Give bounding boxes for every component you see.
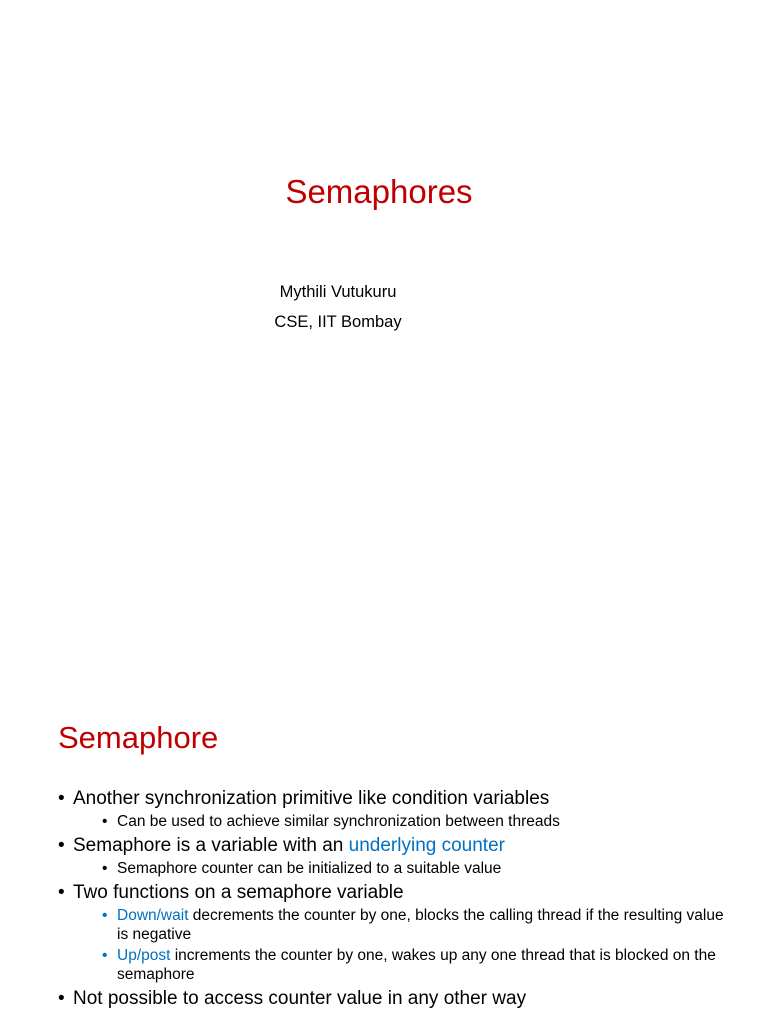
sub-bullet-item (102, 859, 738, 878)
section-heading: Semaphore (58, 720, 219, 755)
bullet-item (58, 880, 738, 984)
author-block (0, 277, 676, 337)
bullet-marker: • (102, 907, 108, 924)
bullet-item (58, 986, 738, 1012)
sub-bullet-list (73, 859, 738, 878)
sub-bullet-item (102, 946, 738, 984)
bullet-item (58, 833, 738, 878)
sub-bullet-text: decrements the counter by one, blocks the calling thread if the resulting value is negative (117, 907, 724, 943)
bullet-marker: • (102, 860, 108, 877)
sub-bullet-text: Can be used to achieve similar synchronization between threads (117, 813, 560, 830)
bullet-marker: • (58, 882, 65, 903)
sub-bullet-item (102, 812, 738, 831)
bullet-marker: • (58, 788, 65, 809)
bullet-list (58, 786, 738, 1012)
function-name-down-wait: Down/wait (117, 907, 189, 924)
sub-bullet-item (102, 906, 738, 944)
bullet-text: Semaphore is a variable with an (73, 835, 349, 856)
bullet-marker: • (102, 813, 108, 830)
bullet-text: Not possible to access counter value in any other way (73, 988, 527, 1009)
sub-bullet-text: increments the counter by one, wakes up any one thread that is blocked on the semaphore (117, 947, 716, 983)
sub-bullet-text: Semaphore counter can be initialized to a suitable value (117, 860, 502, 877)
author-name: Mythili Vutukuru (279, 283, 397, 301)
author-affiliation: CSE, IIT Bombay (274, 313, 402, 331)
bullet-item (58, 786, 738, 831)
bullet-marker: • (58, 835, 65, 856)
bullet-text: Another synchronization primitive like condition variables (73, 788, 550, 809)
bullet-marker: • (58, 988, 65, 1009)
bullet-marker: • (102, 947, 108, 964)
function-name-up-post: Up/post (117, 947, 171, 964)
highlight-text: underlying counter (348, 835, 505, 856)
sub-bullet-list (73, 812, 738, 831)
bullet-text: Two functions on a semaphore variable (73, 882, 404, 903)
sub-bullet-list (73, 906, 738, 984)
slide-title: Semaphores (285, 173, 473, 210)
